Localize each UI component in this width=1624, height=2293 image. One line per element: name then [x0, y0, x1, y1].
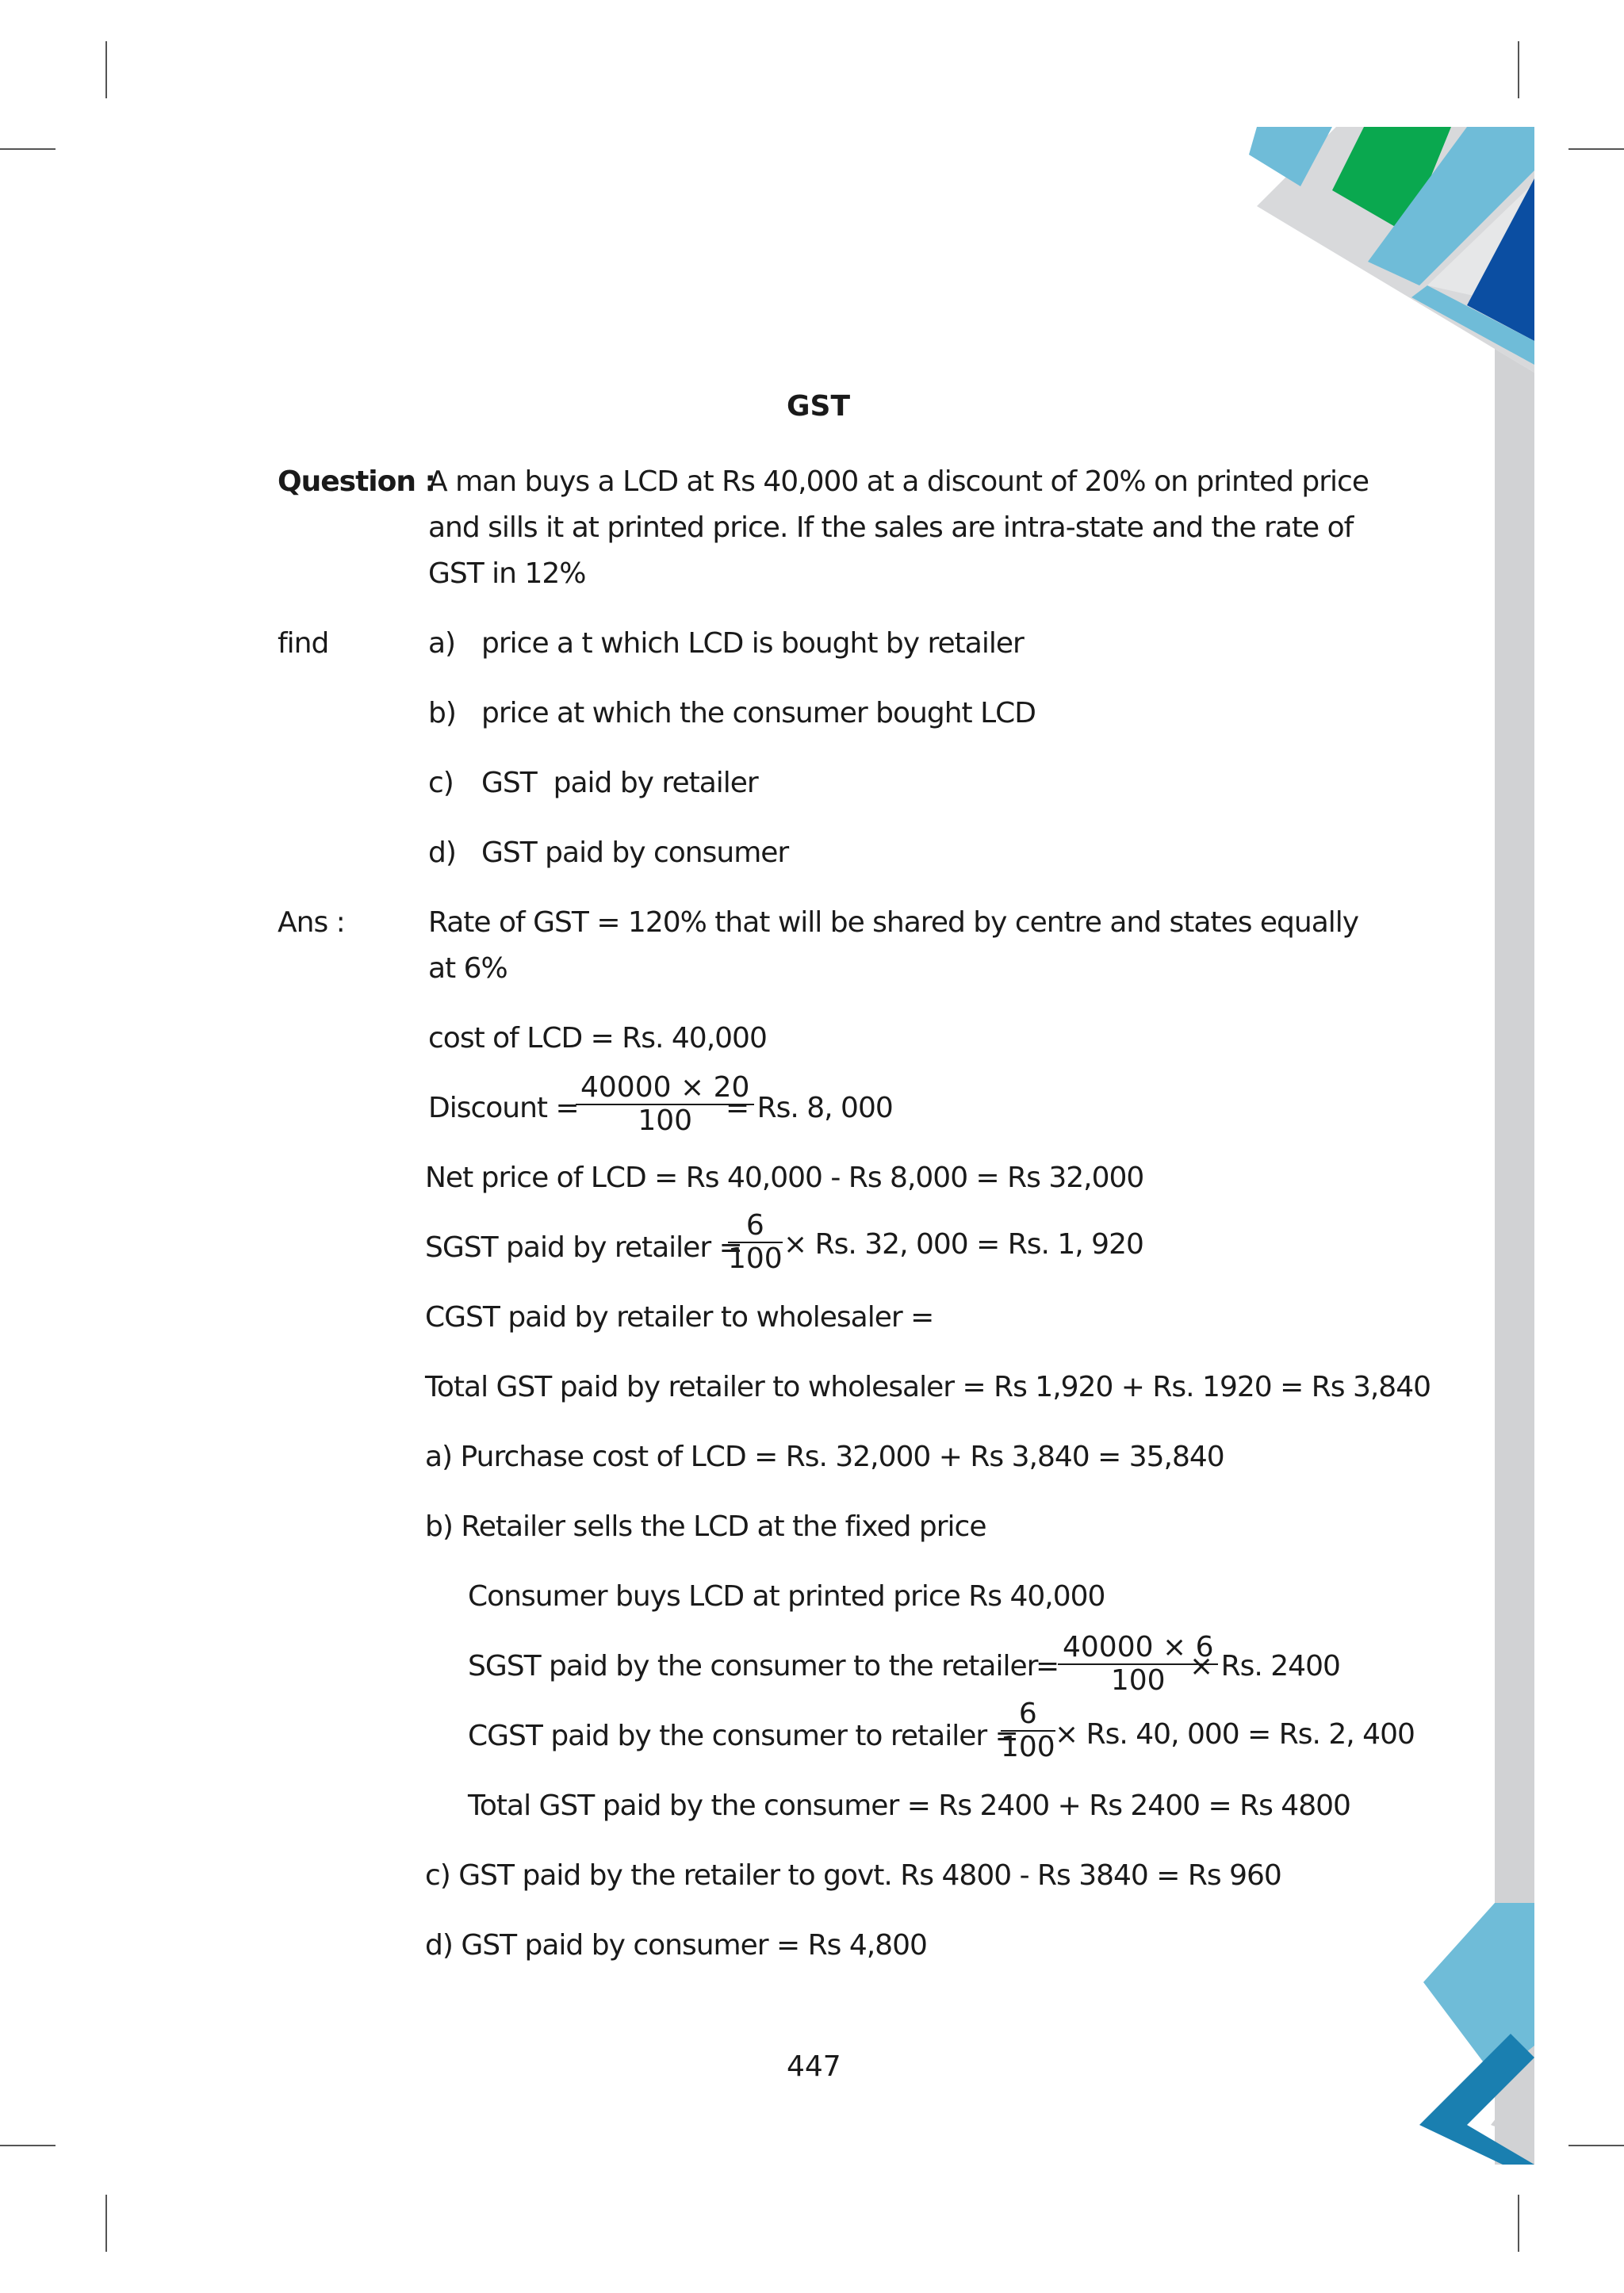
find-label: find	[278, 627, 329, 660]
part-a: a) Purchase cost of LCD = Rs. 32,000 + Rs 3,840 = 35,840	[425, 1441, 1224, 1473]
find-item-c-letter: c)	[428, 767, 454, 799]
discount-lhs: Discount =	[428, 1092, 579, 1124]
consumer-buys: Consumer buys LCD at printed price Rs 40,000	[468, 1580, 1105, 1613]
answer-intro-line-1: Rate of GST = 120% that will be shared by centre and states equally	[428, 906, 1359, 939]
sgst-retailer-fraction	[728, 1210, 783, 1275]
cgst-consumer-lhs: CGST paid by the consumer to retailer =	[468, 1720, 1018, 1752]
find-item-c-text: GST paid by retailer	[481, 767, 758, 799]
part-b: b) Retailer sells the LCD at the fixed price	[425, 1510, 986, 1543]
crop-mark-top-right-horizontal	[1568, 148, 1624, 150]
net-price: Net price of LCD = Rs 40,000 - Rs 8,000 = Rs 32,000	[425, 1162, 1144, 1194]
crop-mark-top-right-vertical	[1518, 41, 1519, 98]
sgst-consumer-numerator: 40000 × 6	[1058, 1632, 1218, 1665]
question-line-1: A man buys a LCD at Rs 40,000 at a discount of 20% on printed price	[428, 465, 1369, 498]
discount-numerator: 40000 × 20	[576, 1072, 754, 1105]
find-item-b-letter: b)	[428, 697, 456, 729]
discount-denominator: 100	[638, 1104, 693, 1137]
find-item-d-letter: d)	[428, 836, 456, 869]
page-number: 447	[787, 2050, 841, 2083]
crop-mark-top-left-horizontal	[0, 148, 56, 150]
sgst-consumer-rhs: × Rs. 2400	[1189, 1650, 1340, 1682]
answer-intro-line-2: at 6%	[428, 952, 508, 985]
page-title: GST	[787, 390, 851, 423]
cgst-consumer-denominator: 100	[1001, 1731, 1055, 1763]
crop-mark-top-left-vertical	[105, 41, 107, 98]
total-consumer: Total GST paid by the consumer = Rs 2400 + Rs 2400 = Rs 4800	[468, 1790, 1350, 1822]
part-c: c) GST paid by the retailer to govt. Rs 4800 - Rs 3840 = Rs 960	[425, 1859, 1281, 1892]
cgst-consumer-numerator: 6	[1001, 1698, 1055, 1732]
sgst-consumer-denominator: 100	[1110, 1664, 1166, 1697]
sgst-consumer-equals: =	[1036, 1650, 1059, 1682]
question-line-3: GST in 12%	[428, 557, 586, 590]
cgst-consumer-fraction	[1001, 1698, 1055, 1763]
find-item-d-text: GST paid by consumer	[481, 836, 789, 869]
total-retailer: Total GST paid by retailer to wholesaler = Rs 1,920 + Rs. 1920 = Rs 3,840	[425, 1371, 1431, 1403]
question-line-2: and sills it at printed price. If the sales are intra-state and the rate of	[428, 511, 1354, 544]
sgst-retailer-denominator: 100	[728, 1242, 783, 1275]
question-label: Question :	[278, 465, 435, 498]
crop-mark-bottom-left-vertical	[105, 2195, 107, 2252]
cgst-consumer-rhs: × Rs. 40, 000 = Rs. 2, 400	[1055, 1718, 1415, 1751]
sgst-consumer-lhs: SGST paid by the consumer to the retailer	[468, 1650, 1038, 1682]
crop-mark-bottom-left-horizontal	[0, 2145, 56, 2146]
sgst-retailer-rhs: × Rs. 32, 000 = Rs. 1, 920	[783, 1228, 1143, 1261]
sgst-retailer-lhs: SGST paid by retailer =	[425, 1231, 742, 1264]
discount-rhs: = Rs. 8, 000	[726, 1092, 893, 1124]
answer-label: Ans :	[278, 906, 345, 939]
right-gray-band	[1495, 389, 1534, 2165]
cgst-retailer: CGST paid by retailer to wholesaler =	[425, 1301, 934, 1334]
part-d: d) GST paid by consumer = Rs 4,800	[425, 1929, 927, 1962]
cost-of-lcd: cost of LCD = Rs. 40,000	[428, 1022, 767, 1055]
find-item-a-text: price a t which LCD is bought by retailer	[481, 627, 1024, 660]
crop-mark-bottom-right-horizontal	[1568, 2145, 1624, 2146]
find-item-a-letter: a)	[428, 627, 456, 660]
find-item-b-text: price at which the consumer bought LCD	[481, 697, 1036, 729]
sgst-retailer-numerator: 6	[728, 1210, 783, 1243]
crop-mark-bottom-right-vertical	[1518, 2195, 1519, 2252]
